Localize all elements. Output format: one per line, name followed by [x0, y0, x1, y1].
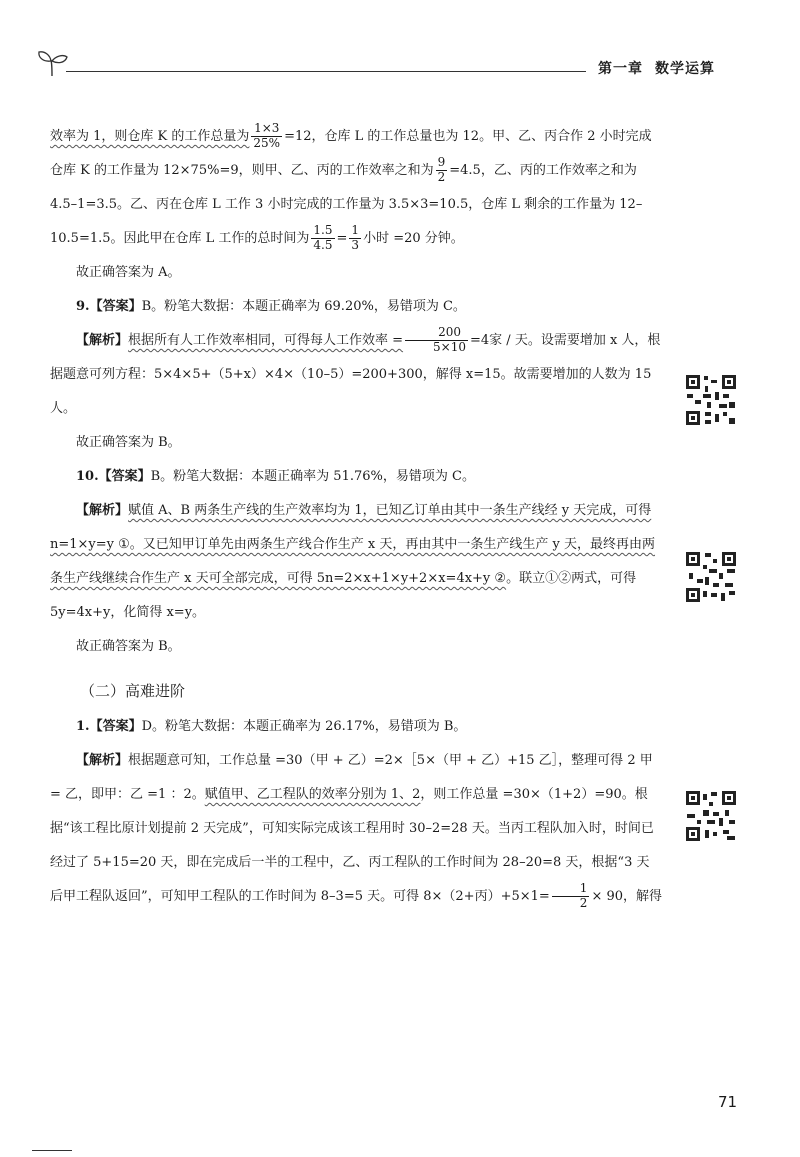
- fraction-numerator: 1×3: [251, 122, 282, 137]
- answer-label: 1.【答案】: [76, 719, 142, 734]
- equals-sign: =: [336, 231, 348, 246]
- fraction: [311, 224, 334, 253]
- text-run: ，则工作总量 =30×（1+2）=90。根据“该工程比原计划提前 2 天完成”，可知实际完成该工程用时 30–2=28 天。当丙工程队加入时，时间已经过了 5+15=20 天，即在完成后一半的工程中，乙、丙工程队的工作时间为 28–20=8 天，根据“3 天后甲工程队返回”，可知甲工程队的工作时间为 8–3=5 天。可得 8×（2+丙）+5×1=: [50, 787, 654, 904]
- fraction: [436, 156, 448, 185]
- text-run: 赋值甲、乙工程队的效率分别为 1、2: [204, 787, 421, 802]
- footer-rule: [32, 1150, 72, 1151]
- text-run: =4家 / 天。设需要增加 x 人，根据题意可列方程：5×4×5+（5+x）×4×（10–5）=200+300，解得 x=15。故需要增加的人数为 15 人。: [50, 333, 661, 416]
- text-run: =12，仓库 L 的工作总量也为 12。甲、乙、丙合作 2 小时完成仓库 K 的工作量为 12×75%=9，则甲、乙、丙的工作效率之和为: [50, 129, 652, 178]
- qr-code-icon[interactable]: [683, 788, 739, 844]
- text-run: 根据题意可知，工作总量 =30（甲 + 乙）=2×［5×（甲 + 乙）+15 乙］，整理可得 2 甲 = 乙，即甲：乙 =1 ：2。: [50, 753, 653, 802]
- question-9-answer: [50, 290, 662, 324]
- text-run: 小时 =20 分钟。: [363, 231, 464, 246]
- fraction-numerator: 1: [351, 223, 360, 238]
- answer-text: B。粉笔大数据：本题正确率为 51.76%，易错项为 C。: [150, 469, 475, 484]
- answer-line: 故正确答案为 A。: [76, 265, 181, 280]
- qr-code-icon[interactable]: [683, 549, 739, 605]
- analysis-label: 【解析】: [76, 753, 129, 768]
- fraction: [251, 122, 282, 151]
- question-1-analysis: [50, 744, 662, 914]
- text-run: × 90，解得: [591, 889, 663, 904]
- fraction: [552, 882, 590, 911]
- page-body: [50, 120, 662, 914]
- fraction-denominator: 25%: [253, 136, 281, 150]
- text-run: =4.5，乙、丙的工作效率之和为 4.5–1=3.5。乙、丙在仓库 L 工作 3 小时完成的工作量为 3.5×3=10.5，仓库 L 剩余的工作量为 12–10.5=1.5。因此甲在仓库 L 工作的总时间为: [50, 163, 643, 246]
- question-1-answer: [50, 710, 662, 744]
- question-10-analysis: [50, 494, 662, 630]
- answer-line: 故正确答案为 B。: [76, 435, 181, 450]
- answer-label: 10.【答案】: [76, 469, 151, 484]
- header-rule: [66, 71, 586, 72]
- analysis-label: 【解析】: [76, 503, 129, 518]
- running-head: [598, 58, 715, 78]
- text-run: 根据所有人工作效率相同，可得每人工作效率 =: [128, 333, 404, 348]
- fraction-denominator: 4.5: [313, 238, 333, 252]
- text-run: 赋值 A、B 两条生产线的生产效率均为 1，已知乙订单由其中一条生产线经 y 天完成，可得 n=1×y=y ①。又已知甲订单先由两条生产线合作生产 x 天，再由其中一条生产线生产 y 天，最终再由两条生产线继续合作生产 x 天可全部完成，可得 5n=2×x+1×y+2×x=4x+y ②: [50, 503, 656, 586]
- question-9-analysis: [50, 324, 662, 426]
- chapter-title: 数学运算: [655, 61, 715, 77]
- qr-code-icon[interactable]: [683, 372, 739, 428]
- answer-line: 故正确答案为 B。: [76, 639, 181, 654]
- fraction-denominator: 2: [579, 896, 588, 910]
- fraction-numerator: 200: [405, 326, 468, 341]
- fraction-denominator: 3: [351, 238, 360, 252]
- sprout-icon: [36, 48, 70, 78]
- fraction-numerator: 1.5: [313, 223, 333, 238]
- question-10-answer: [50, 460, 662, 494]
- section-title: （二）高难进阶: [80, 682, 186, 700]
- fraction: [405, 326, 468, 355]
- fraction-numerator: 1: [552, 882, 590, 897]
- fraction: [349, 224, 361, 253]
- text-run: 。联立①②两式，可得 5y=4x+y，化简得 x=y。: [50, 571, 637, 620]
- chapter-label: 第一章: [598, 61, 643, 77]
- fraction-denominator: 2: [437, 170, 446, 184]
- page-number: 71: [718, 1093, 738, 1111]
- fraction-denominator: 5×10: [433, 340, 467, 354]
- answer-label: 9.【答案】: [76, 299, 142, 314]
- answer-text: B。粉笔大数据：本题正确率为 69.20%，易错项为 C。: [141, 299, 466, 314]
- fraction-numerator: 9: [437, 155, 446, 170]
- answer-text: D。粉笔大数据：本题正确率为 26.17%，易错项为 B。: [141, 719, 467, 734]
- text-run: 效率为 1，则仓库 K 的工作总量为: [50, 129, 250, 144]
- paragraph-1: [50, 120, 662, 256]
- analysis-label: 【解析】: [76, 333, 129, 348]
